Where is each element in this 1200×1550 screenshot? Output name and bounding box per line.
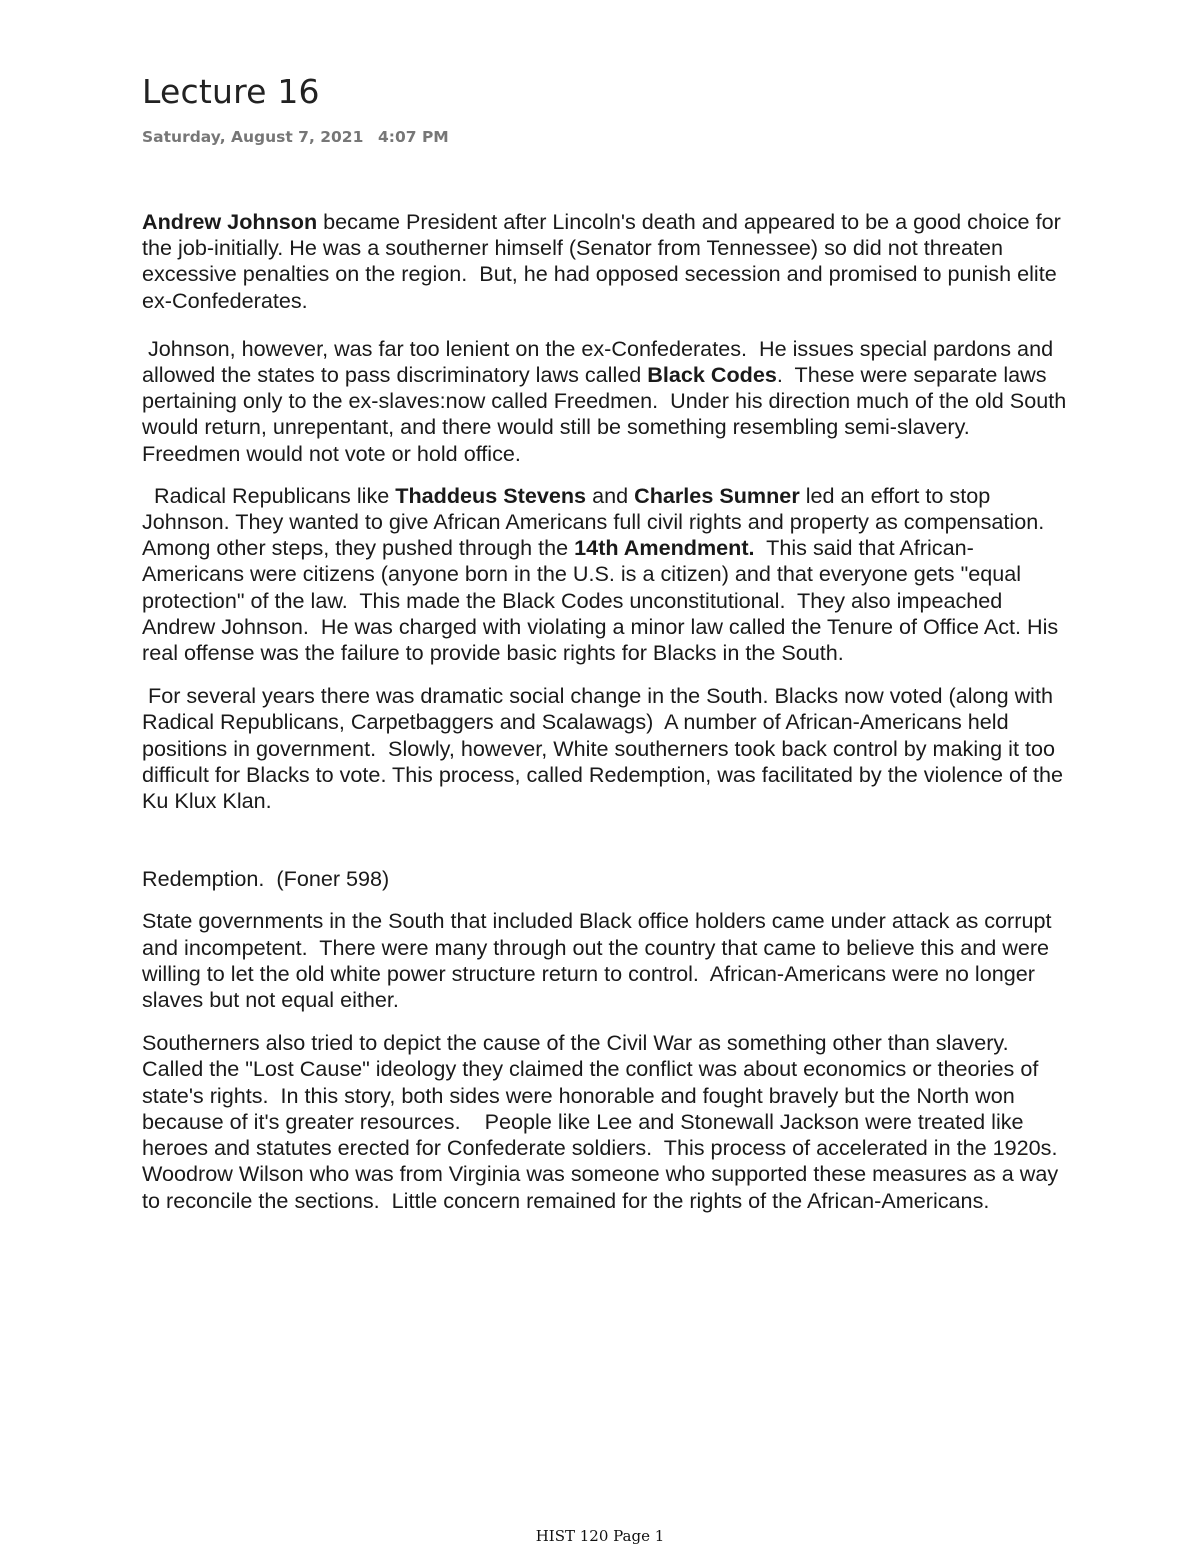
bold-term: Andrew Johnson xyxy=(142,209,318,234)
page-title: Lecture 16 xyxy=(142,72,320,111)
paragraph-text: led an effort to stop Johnson. They wanted to give African Americans full civil rights and property as compensation. Among other steps, they pushed through the xyxy=(142,482,1056,561)
note-date: Saturday, August 7, 2021 xyxy=(142,128,364,146)
note-time: 4:07 PM xyxy=(378,128,449,146)
paragraph-text: and xyxy=(586,482,635,508)
section-heading-redemption: Redemption. (Foner 598) xyxy=(142,866,390,892)
bold-term: Charles Sumner xyxy=(634,482,800,508)
paragraph-lost-cause: Southerners also tried to depict the cause of the Civil War as something other than slavery. Called the "Lost Cause" ideology they claimed the conflict was about economics or theories of state's rights. In this story, both sides were honorable and fought bravely but the North won because of it's greater resources. People like Lee and Stonewall Jackson were treated like heroes and statutes erected for Confederate soldiers. This process of accelerated in the 1920s. Woodrow Wilson who was from Virginia was someone who supported these measures as a way to reconcile the sections. Little concern remained for the rights of the African-Americans. xyxy=(142,1030,1070,1213)
paragraph-text: This said that African-Americans were citizens (anyone born in the U.S. is a citizen) and that everyone gets "equal protection" of the law. This made the Black Codes unconstitutional. They also impeached Andrew Johnson. He was charged with violating a minor law called the Tenure of Office Act. His real offense was the failure to provide basic rights for Blacks in the South. xyxy=(142,535,1065,666)
paragraph-andrew-johnson xyxy=(142,209,1072,314)
note-body xyxy=(142,209,1072,1214)
page-footer: HIST 120 Page 1 xyxy=(535,1527,665,1545)
paragraph-black-codes xyxy=(142,336,1072,467)
paragraph-text: . These were separate laws pertaining only to the ex-slaves:now called Freedmen. Under his direction much of the old South would return, unrepentant, and there would still be something resembling semi-slavery. Freedmen would not vote or hold office. xyxy=(142,362,1073,466)
bold-term: Thaddeus Stevens xyxy=(395,482,587,508)
bold-term: Black Codes xyxy=(647,362,777,388)
note-metadata xyxy=(142,128,449,146)
paragraph-text: became President after Lincoln's death and appeared to be a good choice for the job-initially. He was a southerner himself (Senator from Tennessee) so did not threaten excessive penalties on the region. But, he had opposed secession and promised to punish elite ex-Confederates. xyxy=(142,209,1067,313)
paragraph-state-governments: State governments in the South that included Black office holders came under attack as corrupt and incompetent. There were many through out the country that came to believe this and were willing to let the old white power structure return to control. African-Americans were no longer slaves but not equal either. xyxy=(142,908,1058,1013)
paragraph-text: Johnson, however, was far too lenient on the ex-Confederates. He issues special pardons and allowed the states to pass discriminatory laws called xyxy=(142,335,1060,388)
bold-term: 14th Amendment. xyxy=(574,535,755,561)
paragraph-social-change: For several years there was dramatic social change in the South. Blacks now voted (along with Radical Republicans, Carpetbaggers and Scalawags) A number of African-Americans held positions in government. Slowly, however, White southerners took back control by making it too difficult for Blacks to vote. This process, called Redemption, was facilitated by the violence of the Ku Klux Klan. xyxy=(142,683,1070,814)
paragraph-radical-republicans xyxy=(142,483,1072,666)
paragraph-text: Radical Republicans like xyxy=(142,482,396,508)
